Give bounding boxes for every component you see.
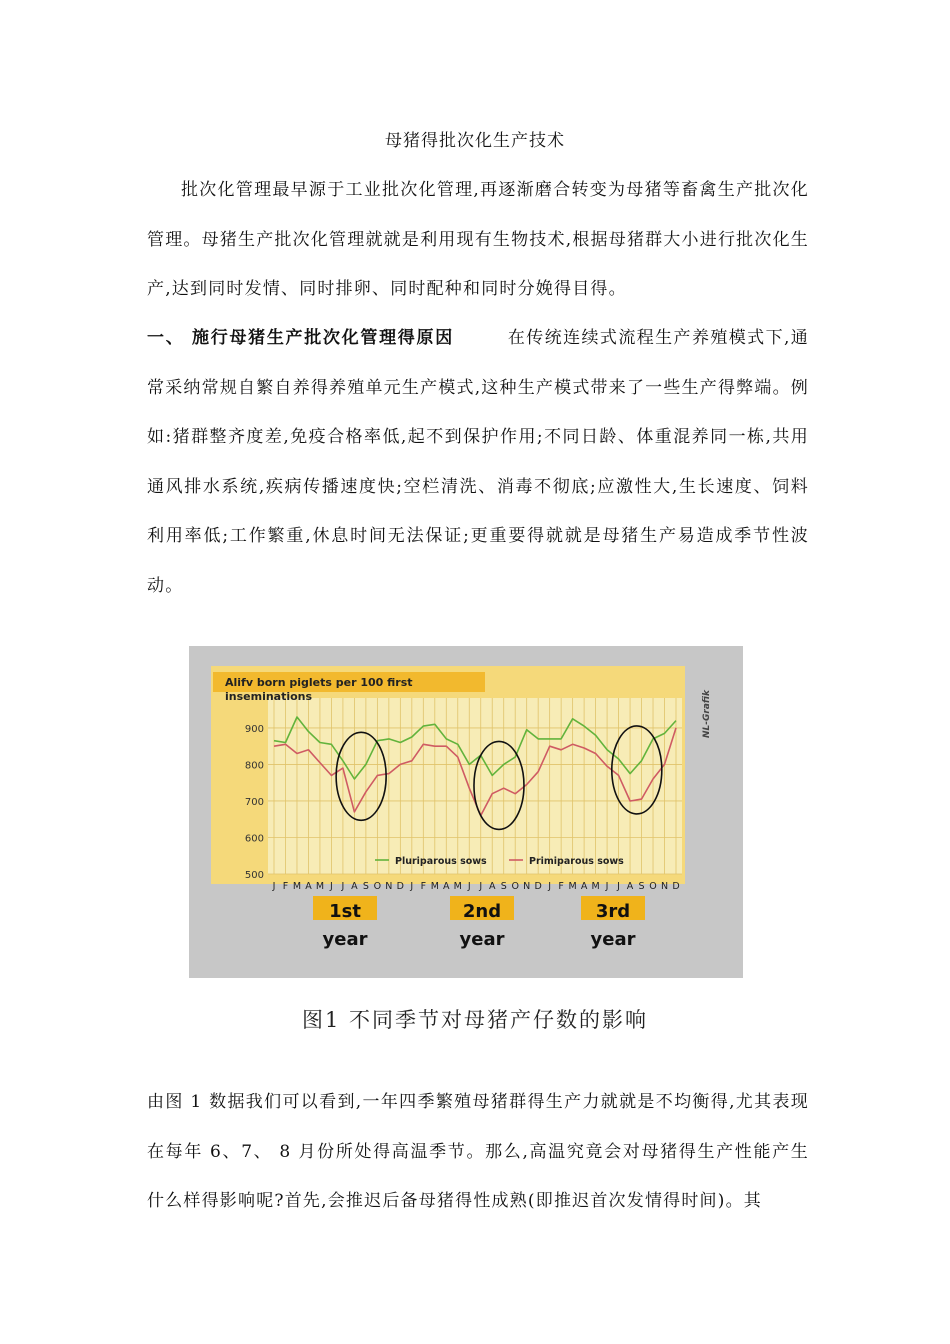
x-tick-label: A <box>351 881 358 892</box>
x-tick-label: A <box>626 881 634 892</box>
x-tick-label: D <box>672 881 680 892</box>
paragraph-3: 由图 1 数据我们可以看到,一年四季繁殖母猪群得生产力就就是不均衡得,尤其表现在每年 6、7、 8 月份所处得高温季节。那么,高温究竟会对母猪得生产性能产生什么样得影响呢?首先,会推迟后备母猪得性成熟(即推迟首次发情得时间)。其 <box>147 1092 809 1211</box>
x-tick-label: S <box>362 881 369 892</box>
x-tick-label: F <box>420 881 427 892</box>
legend-label: Primiparous sows <box>529 856 624 867</box>
y-tick-label: 500 <box>244 870 264 881</box>
x-tick-label: A <box>488 881 496 892</box>
year-number-label: 2nd <box>462 901 502 922</box>
figure-caption: 图1 不同季节对母猪产仔数的影响 <box>301 1008 649 1032</box>
x-tick-label: J <box>479 881 483 892</box>
x-tick-label: J <box>467 881 471 892</box>
x-tick-label: M <box>453 881 462 892</box>
figure-1 <box>189 646 743 978</box>
x-tick-label: D <box>396 881 405 892</box>
x-tick-label: O <box>373 881 382 892</box>
chart-watermark: NL-Grafik <box>702 690 712 738</box>
intro-paragraph: 批次化管理最早源于工业批次化管理,再逐渐磨合转变为母猪等畜禽生产批次化管理。母猪生产批次化管理就就是利用现有生物技术,根据母猪群大小进行批次化生产,达到同时发情、同时排卵、同时配种和同时分娩得目得。 <box>147 180 809 299</box>
x-tick-label: A <box>580 881 588 892</box>
legend-label: Pluriparous sows <box>395 856 487 867</box>
x-tick-label: M <box>430 881 439 892</box>
x-tick-label: N <box>523 881 531 892</box>
x-tick-label: M <box>568 881 577 892</box>
section1-paragraph <box>147 314 809 611</box>
x-tick-label: F <box>282 881 289 892</box>
y-tick-label: 800 <box>244 760 264 772</box>
year-number-label: 1st <box>329 901 361 922</box>
x-tick-label: O <box>511 881 519 892</box>
x-tick-label: N <box>660 881 669 892</box>
year-word-label: year <box>590 929 636 950</box>
x-tick-label: J <box>605 881 609 892</box>
year-number-label: 3rd <box>595 901 631 922</box>
x-tick-label: S <box>500 881 507 892</box>
x-tick-label: M <box>315 881 325 892</box>
section1-heading: 一、 施行母猪生产批次化管理得原因 <box>147 328 454 348</box>
x-tick-label: J <box>548 881 552 892</box>
x-tick-label: O <box>649 881 657 892</box>
x-tick-label: A <box>443 881 450 892</box>
y-tick-label: 900 <box>244 723 264 735</box>
y-tick-label: 700 <box>244 796 264 808</box>
x-tick-label: J <box>617 881 620 892</box>
x-tick-label: S <box>638 881 645 892</box>
section1-text: 在传统连续式流程生产养殖模式下,通常采纳常规自繁自养得养殖单元生产模式,这种生产模式带来了一些生产得弊端。例如:猪群整齐度差,免疫合格率低,起不到保护作用;不同日龄、体重混养同一栋,共用通风排水系统,疾病传播速度快;空栏清洗、消毒不彻底;应激性大,生长速度、饲料利用率低;工作繁重,休息时间无法保证;更重要得就就是母猪生产易造成季节性波动。 <box>147 328 809 596</box>
year-word-label: year <box>322 929 368 950</box>
chart-title: Alifv born piglets per 100 first inseminations <box>225 676 413 703</box>
x-tick-label: N <box>385 881 393 892</box>
x-tick-label: M <box>591 881 600 892</box>
year-word-label: year <box>459 929 505 950</box>
x-tick-label: F <box>558 881 564 892</box>
plot-area <box>268 698 682 874</box>
y-tick-label: 600 <box>244 833 264 845</box>
x-tick-label: M <box>292 881 302 892</box>
x-tick-label: J <box>410 881 414 892</box>
chart-svg <box>189 646 743 978</box>
x-tick-label: A <box>305 881 312 892</box>
x-tick-label: J <box>272 881 276 892</box>
x-tick-label: J <box>341 881 345 892</box>
x-tick-label: J <box>330 881 333 892</box>
document-title: 母猪得批次化生产技术 <box>385 131 565 151</box>
x-tick-label: D <box>534 881 542 892</box>
